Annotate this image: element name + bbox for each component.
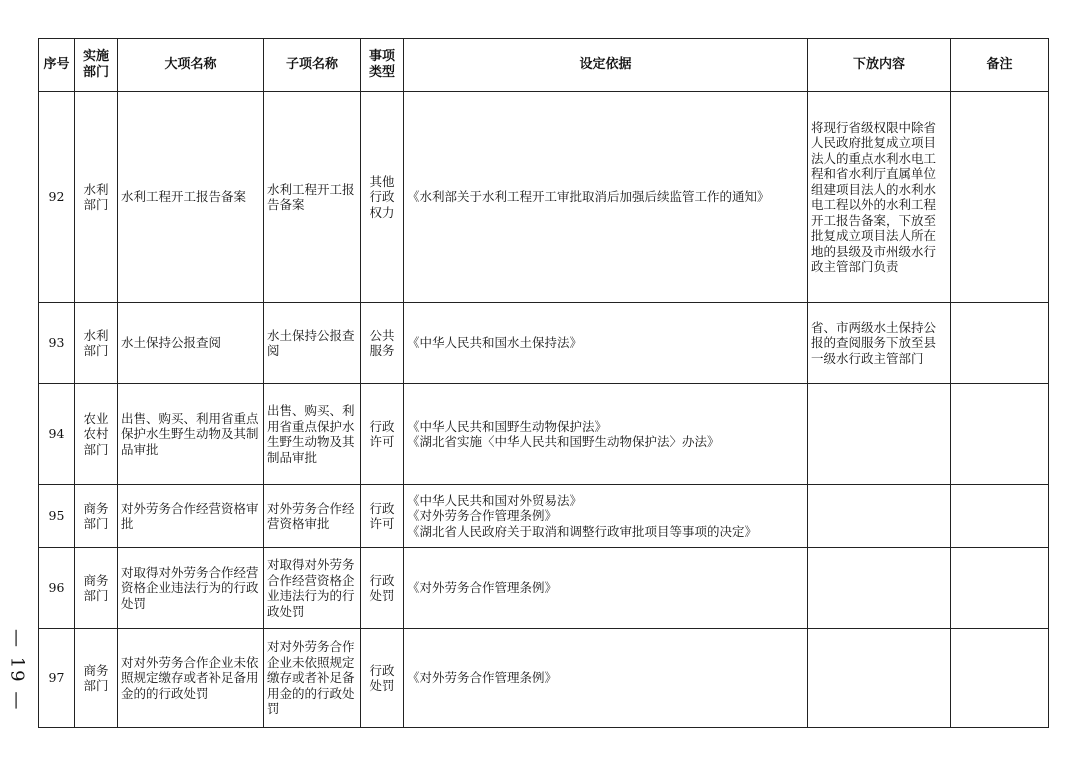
dept-cell: 水利部门 (75, 92, 118, 303)
table-row (39, 384, 1049, 485)
content-cell (808, 548, 951, 629)
content-cell (808, 384, 951, 485)
header-content: 下放内容 (808, 39, 951, 92)
major-item-cell: 对取得对外劳务合作经营资格企业违法行为的行政处罚 (118, 548, 264, 629)
type-cell: 行政许可 (361, 384, 404, 485)
note-cell (951, 92, 1049, 303)
content-cell (808, 629, 951, 728)
dept-cell: 商务部门 (75, 629, 118, 728)
note-cell (951, 548, 1049, 629)
basis-cell: 《中华人民共和国野生动物保护法》 《湖北省实施〈中华人民共和国野生动物保护法〉办法》 (404, 384, 808, 485)
major-item-cell: 水土保持公报查阅 (118, 303, 264, 384)
row-number: 95 (39, 485, 75, 548)
page-number: — 19 — (6, 628, 28, 712)
table-row (39, 303, 1049, 384)
table-row (39, 548, 1049, 629)
major-item-cell: 水利工程开工报告备案 (118, 92, 264, 303)
header-basis: 设定依据 (404, 39, 808, 92)
row-number: 97 (39, 629, 75, 728)
basis-cell: 《对外劳务合作管理条例》 (404, 548, 808, 629)
note-cell (951, 485, 1049, 548)
header-note: 备注 (951, 39, 1049, 92)
note-cell (951, 384, 1049, 485)
dept-cell: 商务部门 (75, 548, 118, 629)
basis-cell: 《中华人民共和国对外贸易法》 《对外劳务合作管理条例》 《湖北省人民政府关于取消和调整行政审批项目等事项的决定》 (404, 485, 808, 548)
content-cell (808, 485, 951, 548)
content-cell: 将现行省级权限中除省人民政府批复成立项目法人的重点水利水电工程和省水利厅直属单位组建项目法人的水利水电工程以外的水利工程开工报告备案，下放至批复成立项目法人所在地的县级及市州级水行政主管部门负责 (808, 92, 951, 303)
major-item-cell: 对外劳务合作经营资格审批 (118, 485, 264, 548)
type-cell: 行政处罚 (361, 548, 404, 629)
major-item-cell: 出售、购买、利用省重点保护水生野生动物及其制品审批 (118, 384, 264, 485)
major-item-cell: 对对外劳务合作企业未依照规定缴存或者补足备用金的的行政处罚 (118, 629, 264, 728)
type-cell: 行政处罚 (361, 629, 404, 728)
dept-cell: 农业农村部门 (75, 384, 118, 485)
type-cell: 行政许可 (361, 485, 404, 548)
row-number: 92 (39, 92, 75, 303)
policy-table (38, 38, 1049, 728)
content-cell: 省、市两级水土保持公报的查阅服务下放至县一级水行政主管部门 (808, 303, 951, 384)
basis-cell: 《对外劳务合作管理条例》 (404, 629, 808, 728)
dept-cell: 商务部门 (75, 485, 118, 548)
table-row (39, 92, 1049, 303)
basis-cell: 《中华人民共和国水土保持法》 (404, 303, 808, 384)
note-cell (951, 629, 1049, 728)
sub-item-cell: 对对外劳务合作企业未依照规定缴存或者补足备用金的的行政处罚 (264, 629, 361, 728)
row-number: 96 (39, 548, 75, 629)
sub-item-cell: 水土保持公报查阅 (264, 303, 361, 384)
header-row (39, 39, 1049, 92)
note-cell (951, 303, 1049, 384)
sub-item-cell: 出售、购买、利用省重点保护水生野生动物及其制品审批 (264, 384, 361, 485)
header-dept: 实施部门 (75, 39, 118, 92)
sub-item-cell: 水利工程开工报告备案 (264, 92, 361, 303)
header-major: 大项名称 (118, 39, 264, 92)
dept-cell: 水利部门 (75, 303, 118, 384)
row-number: 93 (39, 303, 75, 384)
sub-item-cell: 对外劳务合作经营资格审批 (264, 485, 361, 548)
table-row (39, 629, 1049, 728)
header-sub: 子项名称 (264, 39, 361, 92)
header-no: 序号 (39, 39, 75, 92)
row-number: 94 (39, 384, 75, 485)
header-type: 事项类型 (361, 39, 404, 92)
table-row (39, 485, 1049, 548)
type-cell: 其他行政权力 (361, 92, 404, 303)
sub-item-cell: 对取得对外劳务合作经营资格企业违法行为的行政处罚 (264, 548, 361, 629)
type-cell: 公共服务 (361, 303, 404, 384)
basis-cell: 《水利部关于水利工程开工审批取消后加强后续监管工作的通知》 (404, 92, 808, 303)
